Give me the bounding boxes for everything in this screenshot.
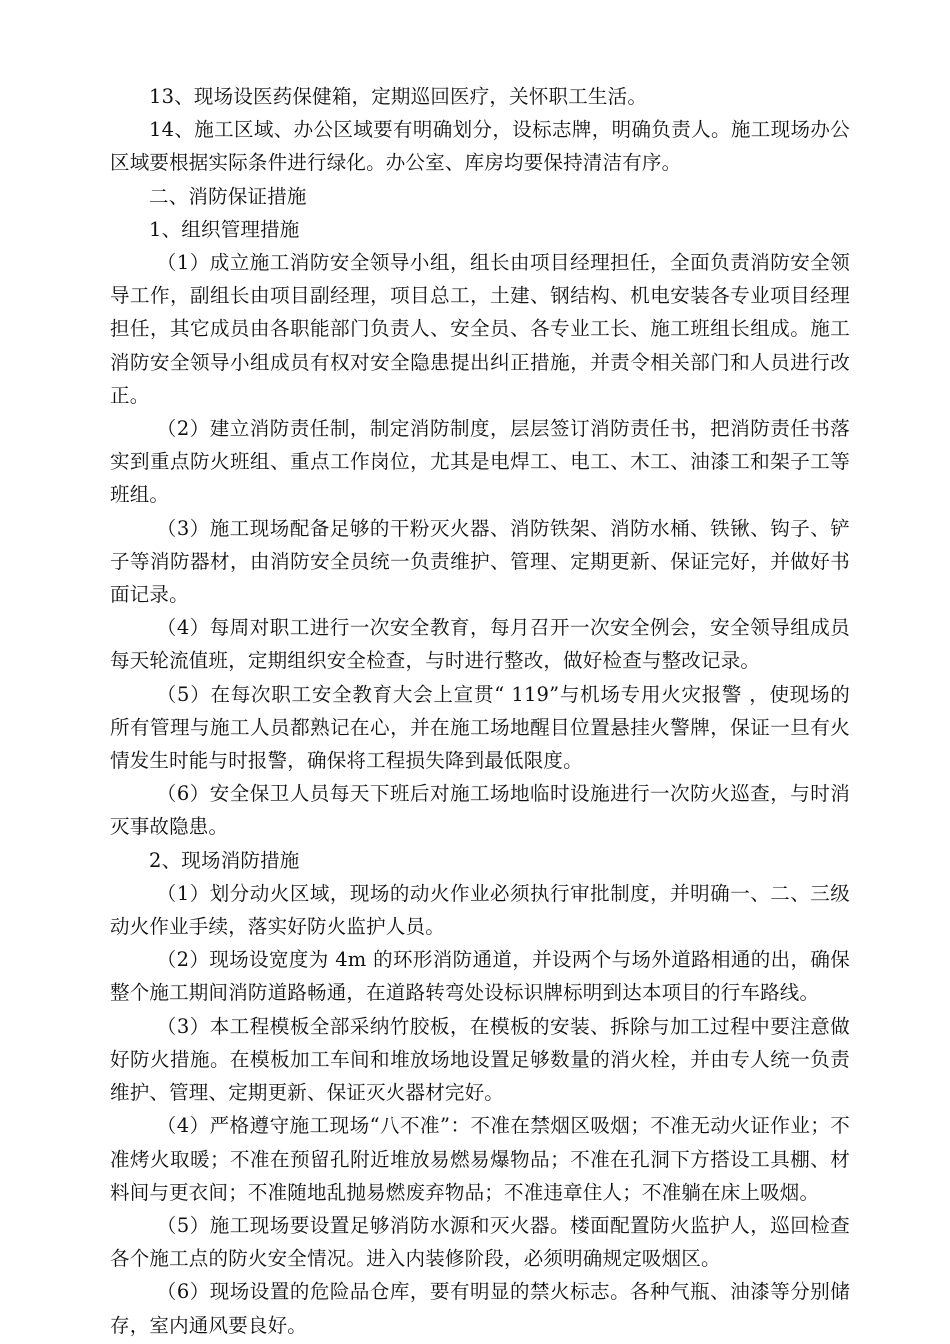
paragraph-hazard-warehouse: （6）现场设置的危险品仓库，要有明显的禁火标志。各种气瓶、油漆等分别储存，室内通风要良好。 bbox=[110, 1280, 850, 1337]
paragraph-hot-work-zones: （1）划分动火区域，现场的动火作业必须执行审批制度，并明确一、二、三级动火作业手续，落实好防火监护人员。 bbox=[110, 881, 850, 939]
section-heading-fire-safety: 二、消防保证措施 bbox=[149, 184, 307, 208]
paragraph-fire-alarm: （5）在每次职工安全教育大会上宣贯“ 119”与机场专用火灾报警 ，使现场的所有管理与施工人员都熟记在心，并在施工场地醒目位置悬挂火警牌，保证一旦有火情发生时能与时报警，确保将工程损失降到最低限度。 bbox=[110, 682, 850, 773]
paragraph-patrol: （6）安全保卫人员每天下班后对施工场地临时设施进行一次防火巡查，与时消灭事故隐患。 bbox=[110, 782, 850, 839]
paragraph-formwork: （3）本工程模板全部采纳竹胶板，在模板的安装、拆除与加工过程中要注意做好防火措施。在模板加工车间和堆放场地设置足够数量的消火栓，并由专人统一负责维护、管理、定期更新、保证灭火器材完好。 bbox=[110, 1014, 850, 1105]
paragraph-medical-kit: 13、现场设医药保健箱，定期巡回医疗，关怀职工生活。 bbox=[149, 85, 648, 108]
paragraph-eight-prohibitions: （4）严格遵守施工现场“八不准”：不准在禁烟区吸烟；不准无动火证作业；不准烤火取暖；不准在预留孔附近堆放易燃易爆物品；不准在孔洞下方搭设工具棚、材料间与更衣间；不准随地乱抛易燃废弃物品；不准违章住人；不准躺在床上吸烟。 bbox=[110, 1114, 850, 1204]
subsection-heading-site-measures: 2、现场消防措施 bbox=[149, 848, 300, 872]
paragraph-responsibility-system: （2）建立消防责任制，制定消防制度，层层签订消防责任书，把消防责任书落实到重点防火班组、重点工作岗位，尤其是电焊工、电工、木工、油漆工和架子工等班组。 bbox=[110, 417, 850, 507]
paragraph-water-source: （5）施工现场要设置足够消防水源和灭火器。楼面配置防火监护人，巡回检查各个施工点的防火安全情况。进入内装修阶段，必须明确规定吸烟区。 bbox=[110, 1213, 850, 1271]
subsection-heading-organization: 1、组织管理措施 bbox=[149, 217, 300, 241]
paragraph-fire-lane: （2）现场设宽度为 4m 的环形消防通道，并设两个与场外道路相通的出，确保整个施工期间消防道路畅通，在道路转弯处设标识牌标明到达本项目的行车路线。 bbox=[110, 948, 850, 1005]
paragraph-area-division: 14、施工区域、办公区域要有明确划分，设标志牌，明确负责人。施工现场办公区域要根据实际条件进行绿化。办公室、库房均要保持清洁有序。 bbox=[110, 118, 850, 175]
paragraph-fire-equipment: （3）施工现场配备足够的干粉灭火器、消防铁架、消防水桶、铁锹、钩子、铲子等消防器材，由消防安全员统一负责维护、管理、定期更新、保证完好，并做好书面记录。 bbox=[110, 516, 850, 607]
document-body bbox=[110, 80, 850, 1342]
paragraph-safety-education: （4）每周对职工进行一次安全教育，每月召开一次安全例会，安全领导组成员每天轮流值班，定期组织安全检查，与时进行整改，做好检查与整改记录。 bbox=[110, 616, 850, 673]
paragraph-leadership-group: （1）成立施工消防安全领导小组，组长由项目经理担任，全面负责消防安全领导工作，副组长由项目副经理，项目总工，土建、钢结构、机电安装各专业项目经理担任，其它成员由各职能部门负责人、安全员、各专业工长、施工班组长组成。施工消防安全领导小组成员有权对安全隐患提出纠正措施，并责令相关部门和人员进行改正。 bbox=[110, 251, 850, 407]
